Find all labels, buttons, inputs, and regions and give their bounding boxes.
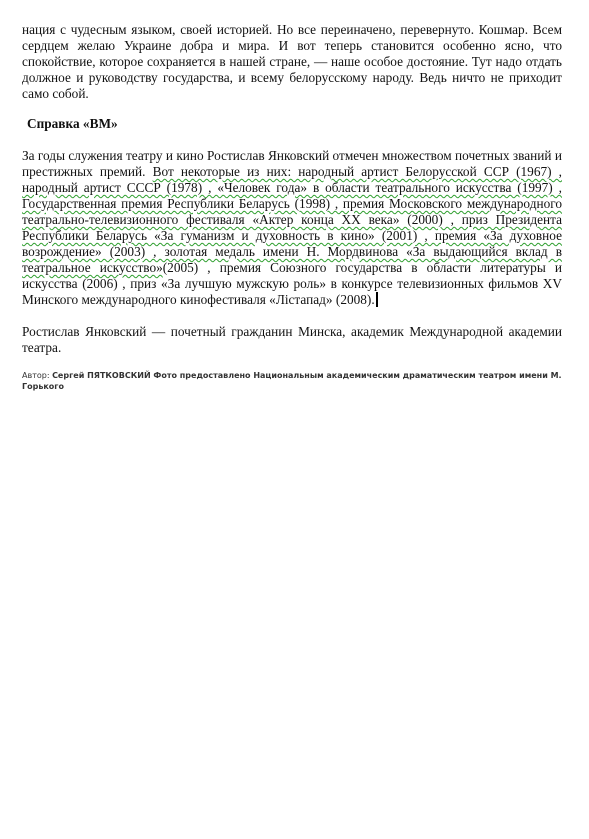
document-page bbox=[22, 22, 562, 392]
awards-paragraph[interactable] bbox=[22, 148, 562, 308]
paragraph-spacer bbox=[22, 132, 562, 148]
closing-paragraph: Ростислав Янковский — почетный гражданин Минска, академик Международной академии театра. bbox=[22, 324, 562, 355]
awards-text-end: (2005) , премия Союзного государства в области литературы и искусства (2006) , приз «За лучшую мужскую роль» в конкурсе телевизионных фильмов XV Минского международного кинофестиваля «Лістапад» (2008). bbox=[22, 260, 562, 307]
credit-label: Автор: bbox=[22, 371, 53, 380]
author-credit bbox=[22, 370, 562, 392]
awards-text-start: За годы служения театру и кино Ростислав Янковский отмечен множеством почетных званий и престижных премий. bbox=[22, 148, 562, 179]
awards-text-flagged: Вот некоторые из них: народный артист Белорусской ССР (1967) , народный артист СССР (1978) , «Человек года» в области театрального искусства (1997) , Государственная премия Республики Беларусь (1998) , премия Московского международного театрально-телевизионного фестиваля «Актер конца ХХ века» (2000) , приз Президента Республики Беларусь «За гуманизм и духовность в кино» (2001) , премия «За духовное возрождение» (2003) , золотая медаль имени Н. Мордвинова «За выдающийся вклад в театральное искусство» bbox=[22, 164, 562, 275]
intro-paragraph: нация с чудесным языком, своей историей. Но все переиначено, перевернуто. Кошмар. Всем сердцем желаю Украине добра и мира. И вот теперь становится особенно ясно, что спокойствие, которое сохраняется в нашей стране, — наше особое достояние. Тут надо отдать должное и руководству государства, и всему белорусскому народу. Ведь ничто не приходит само собой. bbox=[22, 22, 562, 101]
paragraph-spacer bbox=[22, 308, 562, 324]
text-cursor bbox=[376, 292, 378, 307]
section-heading: Справка «ВМ» bbox=[27, 116, 118, 131]
credit-text: Сергей ПЯТКОВСКИЙ Фото предоставлено Национальным академическим драматическим театром имени М. Горького bbox=[22, 371, 562, 391]
